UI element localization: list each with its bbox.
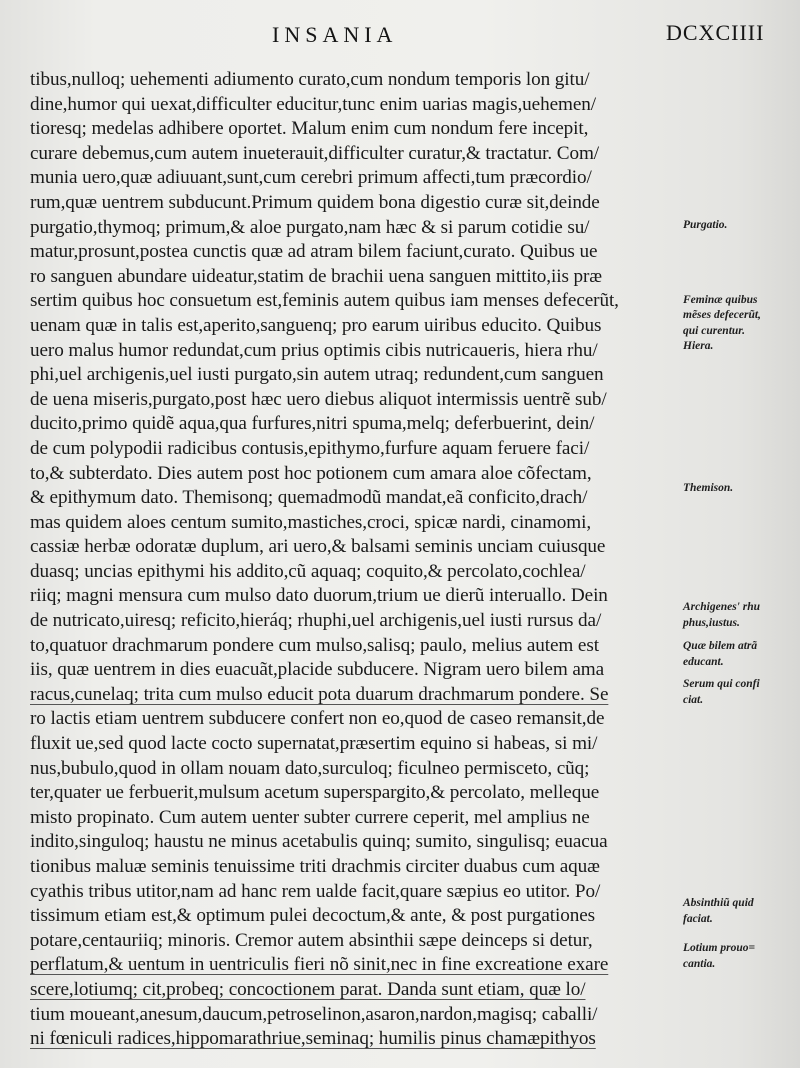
- margin-note: Quæ bilem atrã: [683, 640, 758, 652]
- text-line: misto propinato. Cum autem uenter subter currere ceperit, mel amplius ne: [30, 806, 590, 828]
- text-line: duasq; uncias epithymi his addito,cũ aquaq; coquito,& percolato,cochlea/: [30, 560, 586, 582]
- margin-note: Feminæ quibus: [683, 294, 758, 306]
- text-line: iis, quæ uentrem in dies euacuãt,placide subducere. Nigram uero bilem ama: [30, 659, 604, 681]
- text-line: uenam quæ in talis est,aperito,sanguenq; pro earum uiribus educito. Quibus: [30, 314, 602, 336]
- text-line: de uena miseris,purgato,post hæc uero diebus aliquot intermissis uentrẽ sub/: [30, 388, 607, 410]
- text-line: mas quidem aloes centum sumito,mastiches,croci, spicæ nardi, cinamomi,: [30, 511, 592, 533]
- margin-note: Purgatio.: [683, 219, 728, 231]
- margin-note: Themison.: [683, 482, 734, 494]
- margin-note: cantia.: [683, 958, 716, 970]
- text-line: ducito,primo quidẽ aqua,qua furfures,nitri spuma,melq; deferbuerint, dein/: [30, 413, 595, 435]
- text-line: ter,quater ue ferbuerit,mulsum acetum superspargito,& percolato, melleque: [30, 782, 600, 804]
- text-line: indito,singuloq; haustu ne minus acetabulis quinq; sumito, singulisq; euacua: [30, 831, 608, 853]
- text-line: matur,prosunt,postea cunctis quæ ad atram bilem faciunt,curato. Quibus ue: [30, 241, 598, 263]
- text-line: tissimum etiam est,& optimum pulei decoctum,& ante, & post purgationes: [30, 905, 595, 927]
- text-line: ro lactis etiam uentrem subducere confert non eo,quod de caseo remansit,de: [30, 708, 605, 730]
- text-line: phi,uel archigenis,uel iusti purgato,sin autem utraq; redundent,cum sanguen: [30, 364, 604, 386]
- text-line: sertim quibus hoc consuetum est,feminis autem quibus iam menses defecerũt,: [30, 290, 619, 312]
- folio-number: DCXCIIII: [666, 20, 765, 45]
- text-line: de cum polypodii radicibus contusis,epithymo,furfure aquam feruere faci/: [30, 437, 590, 459]
- text-line: ro sanguen abundare uideatur,statim de brachii uena sanguen mittito,iis præ: [30, 265, 602, 287]
- text-line: tium moueant,anesum,daucum,petroselinon,asaron,nardon,magisq; caballi/: [30, 1003, 598, 1025]
- text-line: purgatio,thymoq; primum,& aloe purgato,nam hæc & si parum cotidie su/: [30, 216, 590, 238]
- text-line: cyathis tribus utitor,nam ad hanc rem ualde facit,quare sæpius eo utitor. Po/: [30, 880, 601, 902]
- margin-note: mẽses defecerũt,: [683, 309, 761, 321]
- text-line: dine,humor qui uexat,difficulter educitur,tunc enim uarias magis,uehemen/: [30, 93, 596, 115]
- text-line: tionibus maluæ seminis tenuissime triti drachmis circiter duabus cum aquæ: [30, 856, 600, 877]
- margin-note: Lotium prouo=: [683, 942, 756, 954]
- margin-note: ciat.: [683, 694, 704, 706]
- margin-note: qui curentur.: [683, 325, 745, 337]
- margin-note: Archigenes' rhu: [683, 601, 761, 613]
- text-line: munia uero,quæ adiuuant,sunt,cum cerebri primum affecti,tum præcordio/: [30, 167, 592, 189]
- text-line: potare,centauriiq; minoris. Cremor autem absinthii sæpe deinceps si detur,: [30, 929, 593, 951]
- text-line: riiq; magni mensura cum mulso dato duorum,trium ue dierũ interuallo. Dein: [30, 585, 608, 607]
- text-line: & epithymum dato. Themisonq; quemadmodũ mandat,eã conficito,drach/: [30, 487, 588, 509]
- text-line: de nutricato,uiresq; reficito,hieráq; rhuphi,uel archigenis,uel iusti rursus da/: [30, 610, 602, 632]
- text-line-underlined: ni fœniculi radices,hippomarathriue,seminaq; humilis pinus chamæpithyos: [30, 1028, 596, 1050]
- text-line: tioresq; medelas adhibere oportet. Malum enim cum nondum fere incepit,: [30, 118, 589, 140]
- text-line: curare debemus,cum autem inueterauit,difficulter curatur,& tractatur. Com/: [30, 142, 600, 164]
- margin-note: educant.: [683, 656, 724, 668]
- margin-note: Absinthiũ quid: [683, 897, 754, 909]
- text-line: fluxit ue,sed quod lacte cocto supernatat,præsertim equino si habeas, si mi/: [30, 733, 598, 755]
- text-line: to,& subterdato. Dies autem post hoc potionem cum amara aloe cõfectam,: [30, 462, 592, 484]
- text-line-underlined: perflatum,& uentum in uentriculis fieri nõ sinit,nec in fine excreatione exare: [30, 954, 609, 976]
- text-line: uero malus humor redundat,cum prius optimis cibis nutricaueris, hiera rhu/: [30, 339, 598, 361]
- margin-note: phus,iustus.: [683, 617, 740, 629]
- text-line: nus,bubulo,quod in ollam nouam dato,surculoq; ficulneo permisceto, cũq;: [30, 757, 590, 779]
- margin-note: Serum qui confi: [683, 678, 760, 690]
- margin-note: Hiera.: [683, 340, 714, 352]
- text-line-underlined: scere,lotiumq; cit,probeq; concoctionem parat. Danda sunt etiam, quæ lo/: [30, 978, 586, 1000]
- main-text-column: [30, 68, 680, 1052]
- running-head-title: INSANIA: [272, 22, 398, 47]
- text-line-underlined: racus,cunelaq; trita cum mulso educit pota duarum drachmarum pondere. Se: [30, 683, 609, 705]
- margin-note: faciat.: [683, 913, 713, 925]
- text-line: rum,quæ uentrem subducunt.Primum quidem bona digestio curæ sit,deinde: [30, 191, 600, 213]
- text-line: tibus,nulloq; uehementi adiumento curato,cum nondum temporis lon gitu/: [30, 69, 590, 90]
- text-line: to,quatuor drachmarum pondere cum mulso,salisq; paulo, melius autem est: [30, 634, 599, 656]
- text-line: cassiæ herbæ odoratæ duplum, ari uero,& balsami seminis unciam cuiusque: [30, 536, 606, 558]
